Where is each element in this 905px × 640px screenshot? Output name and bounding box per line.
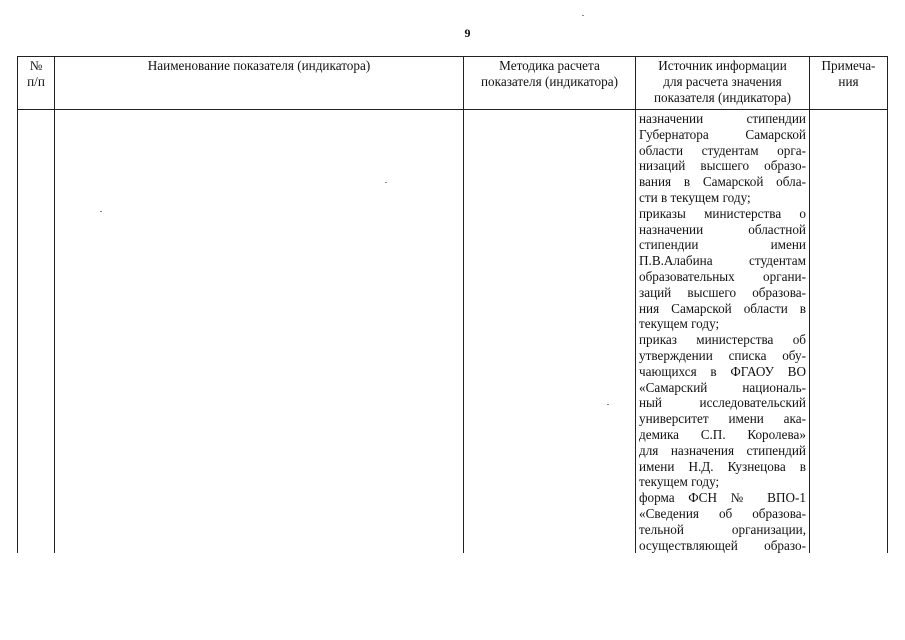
header-source-line3: показателя (индикатора) [653,89,791,105]
source-text-line: осуществляющей образо- [639,537,806,553]
source-text-line: утверждении списка обу- [639,347,806,363]
source-text-line: «Сведения об образова- [639,505,806,521]
source-text-line: ный исследовательский [639,395,806,411]
header-indicator-name-text: Наименование показателя (индикатора) [147,58,371,73]
cell-notes [810,110,888,554]
source-text-line: ния Самарской области в [639,300,806,316]
source-text-line: для назначения стипендий [639,442,806,458]
source-text [639,111,806,553]
source-text-line: области студентам орга- [639,142,806,158]
source-text-line: назначении областной [639,221,806,237]
source-text-line: имени Н.Д. Кузнецова в [639,458,806,474]
source-text-line: приказы министерства о [639,205,806,221]
source-text-line: демика С.П. Королева» [639,426,806,442]
table-header-row [18,57,888,110]
table-row [18,110,888,554]
indicator-table [17,56,888,553]
header-notes [810,57,888,110]
source-text-line: образовательных органи- [639,268,806,284]
cell-information-source [636,110,810,554]
source-text-line: форма ФСН № ВПО-1 [639,490,806,506]
header-indicator-name [55,57,464,110]
cell-indicator-name [55,110,464,554]
source-text-line: П.В.Алабина студентам [639,253,806,269]
header-notes-line2: ния [838,73,859,89]
cell-number [18,110,55,554]
source-text-line: тельной организации, [639,521,806,537]
source-text-line: «Самарский националь- [639,379,806,395]
source-text-line: назначении стипендии [639,111,806,126]
header-calculation-method [464,57,636,110]
scan-speck [100,211,102,212]
scan-speck [582,15,584,16]
source-text-line: сти в текущем году; [639,189,751,205]
source-text-line: вания в Самарской обла- [639,174,806,190]
scan-speck [385,182,387,183]
cell-calculation-method [464,110,636,554]
header-number [18,57,55,110]
source-text-line: текущем году; [639,474,720,490]
header-notes-line1: Примеча- [821,58,876,73]
header-method-line1: Методика расчета [499,58,600,73]
scan-speck [607,404,609,405]
source-text-line: приказ министерства об [639,332,806,348]
source-text-line: университет имени ака- [639,411,806,427]
header-number-line2: п/п [27,73,45,89]
source-text-line: стипендии имени [639,237,806,253]
source-text-line: текущем году; [639,316,720,332]
header-information-source [636,57,810,110]
page-number: 9 [464,26,471,40]
header-source-line2: для расчета значения [663,73,782,89]
source-text-line: чающихся в ФГАОУ ВО [639,363,806,379]
header-method-line2: показателя (индикатора) [480,73,618,89]
source-text-line: низаций высшего образо- [639,158,806,174]
header-source-line1: Источник информации [658,58,787,73]
header-number-line1: № [29,58,43,73]
source-text-line: Губернатора Самарской [639,126,806,142]
source-text-line: заций высшего образова- [639,284,806,300]
